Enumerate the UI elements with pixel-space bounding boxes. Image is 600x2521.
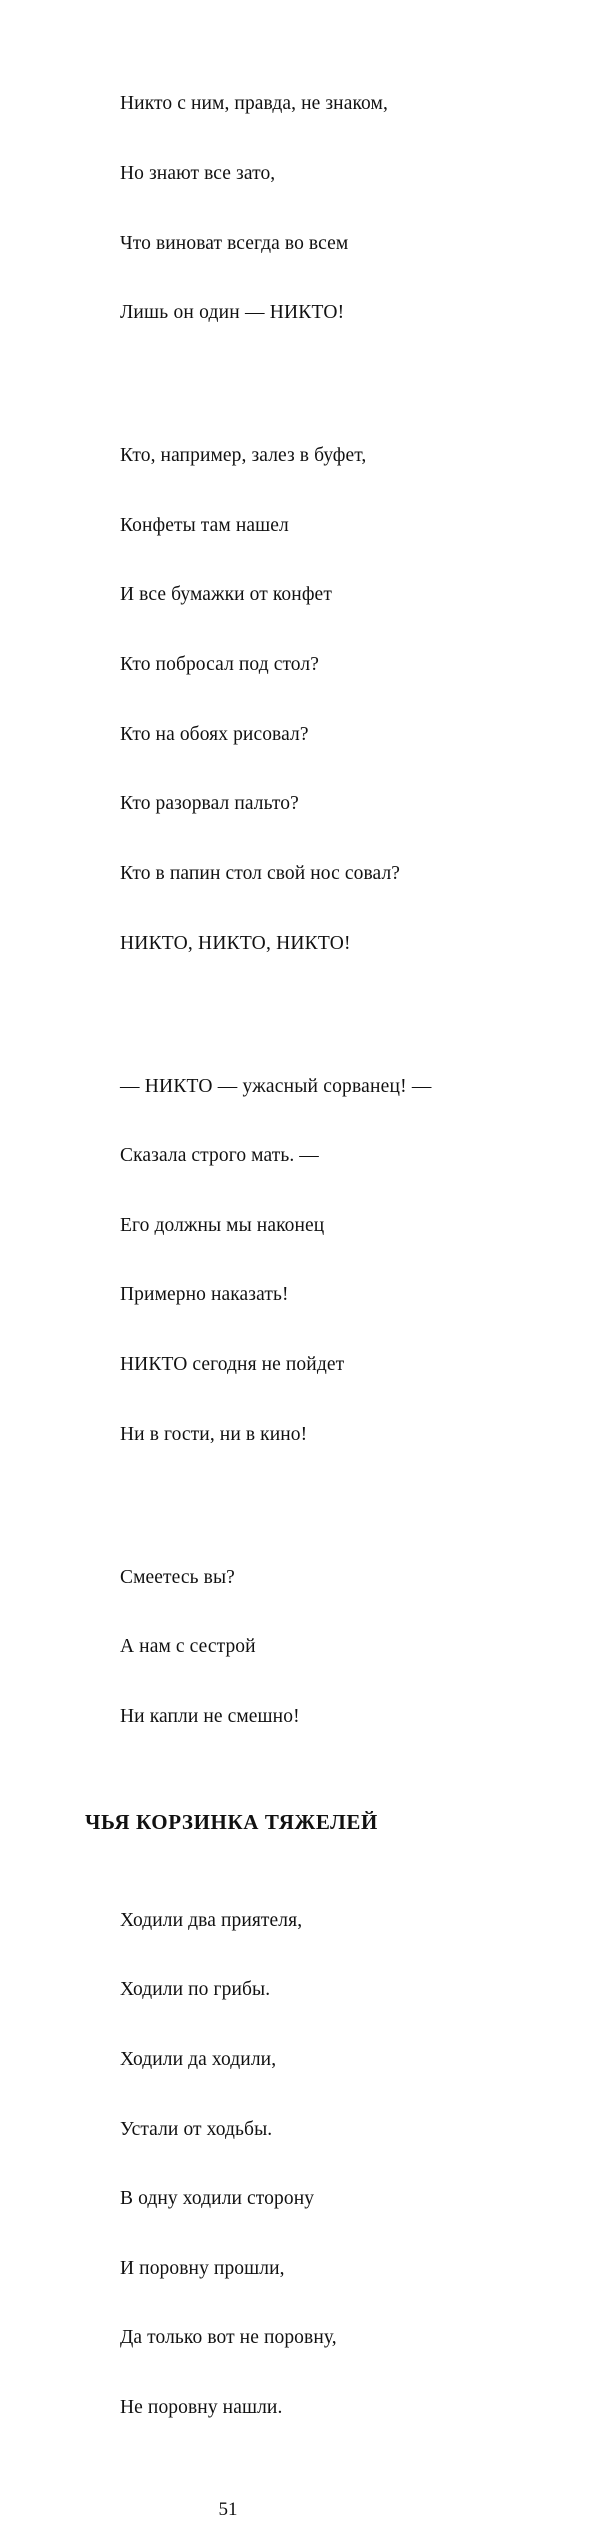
verse-line: Устали от ходьбы.	[120, 2118, 273, 2140]
title-spacer-after	[0, 1835, 600, 1862]
title-spacer-before	[0, 1774, 600, 1809]
top-margin-spacer	[0, 0, 600, 46]
verse-line: Что виноват всегда во всем	[120, 232, 349, 254]
page-number: 51	[218, 2498, 238, 2520]
folio-spacer	[0, 2466, 600, 2499]
verse-line: Ходили по грибы.	[120, 1979, 271, 2001]
verse-line: И все бумажки от конфет	[120, 584, 332, 606]
verse-line: А нам с сестрой	[120, 1636, 256, 1658]
verse-line: НИКТО сегодня не пойдет	[120, 1353, 345, 1375]
verse-line: Кто в папин стол свой нос совал?	[120, 862, 401, 884]
verse-line: Ни в гости, ни в кино!	[120, 1423, 308, 1445]
verse-line: И поровну прошли,	[120, 2257, 285, 2279]
verse-line: Примерно наказать!	[120, 1284, 289, 1306]
stanza-nikto-1	[0, 46, 600, 371]
stanza-spacer	[0, 1492, 600, 1519]
verse-line: НИКТО, НИКТО, НИКТО!	[120, 932, 351, 954]
verse-line: Но знают все зато,	[120, 163, 276, 185]
stanza-korzinka-1	[0, 1862, 600, 2465]
verse-line: Смеетесь вы?	[120, 1566, 235, 1588]
stanza-nikto-3	[0, 1028, 600, 1492]
verse-line: Кто, например, залез в буфет,	[120, 445, 367, 467]
verse-line: Кто побросал под стол?	[120, 654, 319, 676]
verse-line: — НИКТО — ужасный сорванец! —	[120, 1075, 432, 1097]
verse-line: Никто с ним, правда, не знаком,	[120, 93, 388, 115]
verse-line: Ни капли не смешно!	[120, 1705, 300, 1727]
verse-line: Ходили два приятеля,	[120, 1909, 303, 1931]
stanza-spacer	[0, 1001, 600, 1028]
stanza-nikto-2	[0, 398, 600, 1001]
verse-line: Лишь он один — НИКТО!	[120, 302, 345, 324]
verse-line: Его должны мы наконец	[120, 1214, 325, 1236]
stanza-nikto-4	[0, 1519, 600, 1774]
verse-line: Сказала строго мать. —	[120, 1145, 319, 1167]
verse-line: Да только вот не поровну,	[120, 2327, 337, 2349]
verse-line: Ходили да ходили,	[120, 2049, 277, 2071]
verse-line: В одну ходили сторону	[120, 2188, 315, 2210]
stanza-spacer	[0, 371, 600, 398]
verse-line: Кто разорвал пальто?	[120, 793, 299, 815]
verse-line: Не поровну нашли.	[120, 2397, 283, 2419]
verse-line: Кто на обоях рисовал?	[120, 723, 309, 745]
verse-line: Конфеты там нашел	[120, 514, 289, 536]
poem-title-korzinka: ЧЬЯ КОРЗИНКА ТЯЖЕЛЕЙ	[85, 1810, 378, 1835]
